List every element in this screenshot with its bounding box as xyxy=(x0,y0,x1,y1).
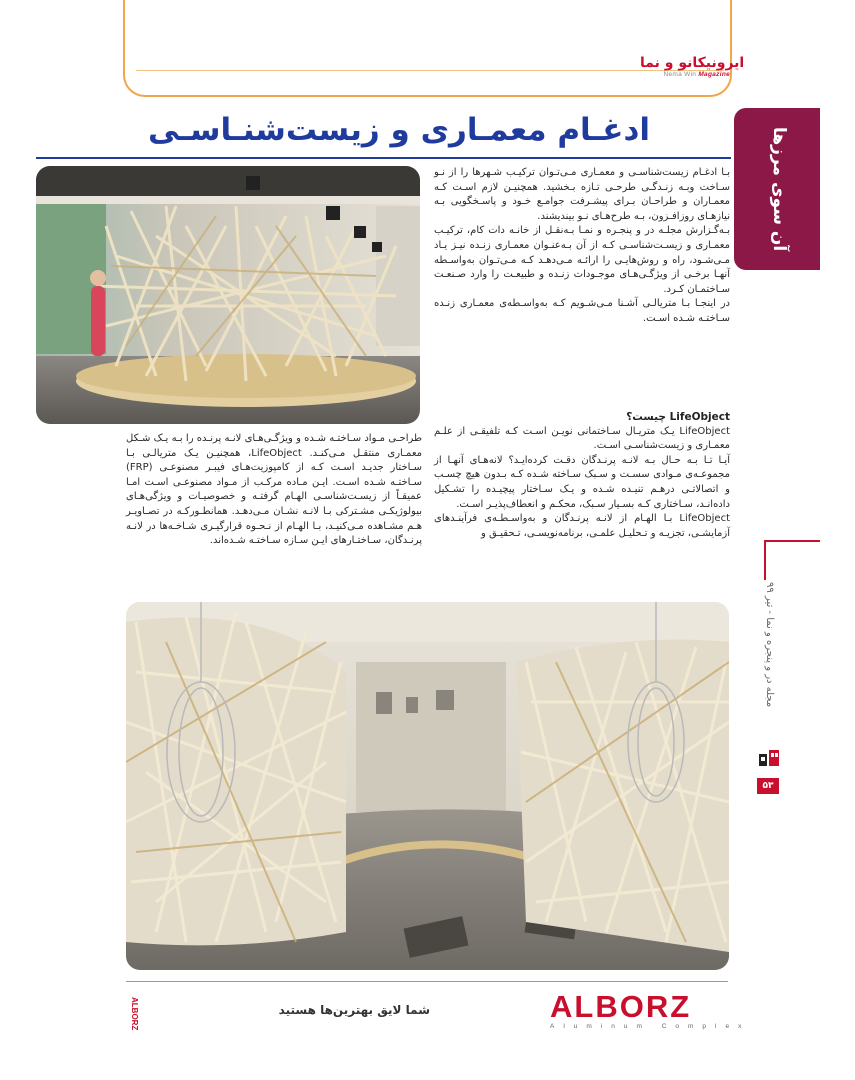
section2-paragraph-3: LifeObject بـا الهـام از لانـه پرنـدگان و به‌واسـطـه‌ی فرآینـدهای آزمایشـی، تجزیـه و تـحلیـل علمـی، برنامه‌نویسـی، تـحقیـق و xyxy=(434,513,730,539)
alborz-logo-sub: Aluminum Complex xyxy=(550,1023,751,1030)
page-number: ۵۳ xyxy=(757,778,779,794)
magazine-logo-fa: ایرونیکانو و نما xyxy=(640,55,745,71)
magazine-logo xyxy=(640,55,745,82)
title-rule xyxy=(36,157,731,159)
installation-photo-bottom xyxy=(126,602,729,970)
header-divider xyxy=(136,70,724,71)
intro-paragraph-1: بـا ادغـام زیست‌شناسـی و معمـاری مـی‌تـوان ترکیـب شـهرها را از نـو سـاخت وبـه زنـدگـی طرحـی تـازه بـخشید. همچنیـن لازم اسـت کـه معمـاران و طراحـان بـرای پیشـرفت جوامـع خـود و پاسـخگویی بـه نیازهـای روزافـزون، بـه طرح‌هـای نـو بیندیشند. xyxy=(434,167,730,222)
alborz-logo-word: ALBORZ xyxy=(550,989,692,1024)
section2-paragraph-2: آیـا تـا بـه حـال بـه لانـه پرنـدگان دقـت کرده‌ایـد؟ لانه‌هـای آنهـا از مجموعـه‌ی مـوادی سسـت و سـبک سـاخته شـده کـه بـدون هیچ چسـب و اتصالاتـی درهـم تنیـده شـده و یـک سـاختار پیچیـده را تشـکیل داده‌انـد، سـاختاری کـه بسـیار سـبک، محکـم و انعطاف‌پذیـر اسـت. xyxy=(434,454,730,510)
intro-paragraph-2: بـه‌گـزارش مجلـه در و پنجـره و نمـا بـه‌نقـل از خانـه دات کام، ترکیـب معمـاری و زیسـت‌شناسـی کـه از آن بـه‌عنـوان معمـاری زنـده نیـز یـاد مـی‌شـود، راه و روش‌هایـی را ارائـه مـی‌دهـد کـه مـی‌تـوان به‌واسـطه آنهـا برخـی از ویژگـی‌هـای موجـودات زنـده و طبیعـت را وارد صـنعـت سـاختمـان کـرد. xyxy=(434,225,730,295)
footer-slogan: شما لایق بهترین‌ها هستید xyxy=(278,1003,430,1017)
margin-accent-horizontal xyxy=(764,540,820,542)
intro-paragraph-3: در اینجـا بـا متریالـی آشـنا مـی‌شـویم کـه به‌واسـطه‌ی معمـاری زنـده سـاختـه شـده اسـت. xyxy=(434,298,730,324)
doors-windows-icon xyxy=(757,746,781,770)
header-frame xyxy=(123,0,745,97)
installation-photo-top xyxy=(36,166,420,424)
footer-rule xyxy=(126,981,728,982)
article-title: ادغـام معمـاری و زیست‌شنـاسـی xyxy=(148,112,650,148)
issue-caption: مجله در و پنجره و نما - تیر ۹۹ xyxy=(764,582,775,708)
intro-text xyxy=(434,166,730,327)
magazine-logo-en xyxy=(640,70,730,80)
section-tab-label: آن سوی مرزها xyxy=(769,126,789,252)
section2-paragraph-1: LifeObject یـک متریـال سـاختمانی نویـن اسـت کـه تلفیقـی از علـم معمـاری و زیست‌شناسـی اسـت. xyxy=(434,425,730,452)
lifeobject-section xyxy=(434,410,730,541)
lifeobject-continued xyxy=(126,432,422,549)
section-heading: LifeObject چیست؟ xyxy=(626,411,730,423)
footer-left-mark: ALBORZ xyxy=(130,997,139,1031)
magazine-logo-en-prefix: Nema Win xyxy=(663,71,697,78)
alborz-logo xyxy=(550,989,751,1032)
margin-accent-vertical xyxy=(764,540,766,580)
magazine-logo-en-suffix: Magazine xyxy=(698,71,730,78)
section3-paragraph: طراحـی مـواد سـاختـه شـده و ویژگـی‌هـای لانـه پرنـده را بـه یـک شـکل معمـاری منتقـل مـی‌کنـد. LifeObject، همچنیـن یـک متریالـی بـا سـاختار جدیـد اسـت کـه از کامپوزیت‌هـای فیبـر مصنوعـی (FRP) سـاختـه شـده اسـت. ایـن مـاده مرکـب از مـواد مصنوعـی اسـت امـا عمیقـاً از زیسـت‌شناسـی الهـام گرفتـه و خصوصیـات و ویژگی‌هـای بیولوژیکـی مشـترکی بـا لانـه نشـان مـی‌دهـد. همانطـورکـه در تصـاویـر هـم مشـاهده مـی‌کنیـد، بـا الهـام از نـحـوه قرارگیـری شـاخـه‌ها در لانـه پرنـدگان، سـاختـارهای ایـن سـازه سـاختـه شـده‌اند. xyxy=(126,433,422,547)
